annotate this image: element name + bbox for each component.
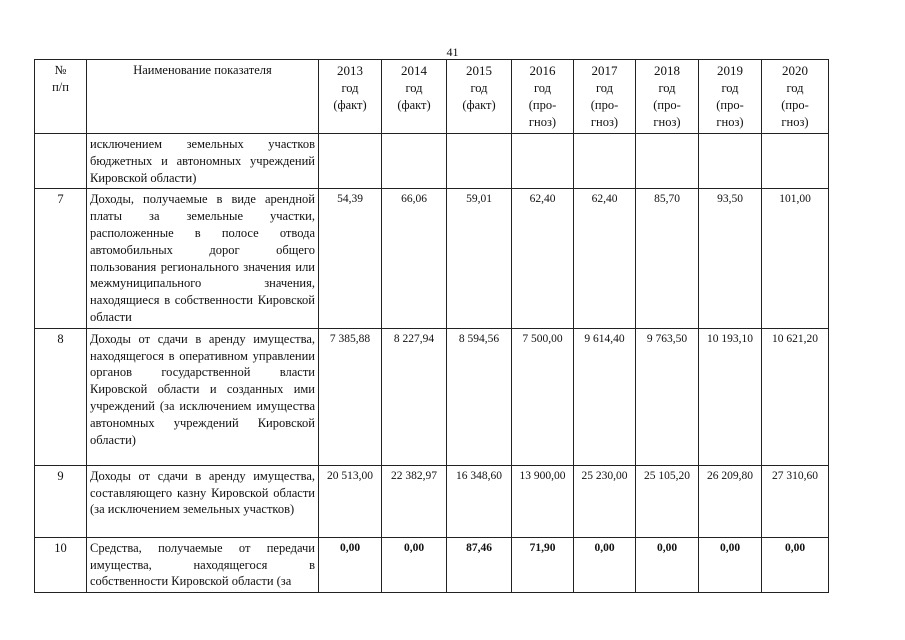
row-name: исключением земельных участков бюджетных и автономных учреждений Кировской области) xyxy=(87,134,319,189)
table-header-row xyxy=(35,60,829,134)
row-value: 0,00 xyxy=(319,537,382,592)
row-value: 7 385,88 xyxy=(319,328,382,465)
row-value: 0,00 xyxy=(762,537,829,592)
row-value xyxy=(512,134,574,189)
row-value: 8 227,94 xyxy=(382,328,447,465)
header-year-2018 xyxy=(636,60,699,134)
row-value xyxy=(762,134,829,189)
row-value: 13 900,00 xyxy=(512,465,574,537)
row-num: 10 xyxy=(35,537,87,592)
header-year-label: 2020 xyxy=(782,63,808,78)
row-value: 27 310,60 xyxy=(762,465,829,537)
row-name: Средства, получаемые от передачи имущества, находящегося в собственности Кировской области (за xyxy=(87,537,319,592)
row-value: 66,06 xyxy=(382,189,447,328)
row-value xyxy=(382,134,447,189)
header-year-label: 2014 xyxy=(401,63,427,78)
row-value: 71,90 xyxy=(512,537,574,592)
header-year-sub: год (про- гноз) xyxy=(716,81,744,129)
row-value: 0,00 xyxy=(574,537,636,592)
row-value xyxy=(699,134,762,189)
header-year-2017 xyxy=(574,60,636,134)
row-value: 9 614,40 xyxy=(574,328,636,465)
revenue-table xyxy=(34,59,829,593)
table-row xyxy=(35,134,829,189)
row-num: 8 xyxy=(35,328,87,465)
header-year-label: 2015 xyxy=(466,63,492,78)
row-value: 16 348,60 xyxy=(447,465,512,537)
row-name: Доходы от сдачи в аренду имущества, составляющего казну Кировской области (за исключением земельных участков) xyxy=(87,465,319,537)
header-year-sub: год (про- гноз) xyxy=(781,81,809,129)
table-row xyxy=(35,189,829,328)
header-year-2015 xyxy=(447,60,512,134)
row-value: 85,70 xyxy=(636,189,699,328)
row-value: 62,40 xyxy=(574,189,636,328)
header-year-2020 xyxy=(762,60,829,134)
page-number: 41 xyxy=(446,45,459,59)
header-name: Наименование показателя xyxy=(87,60,319,134)
row-value: 101,00 xyxy=(762,189,829,328)
row-num: 9 xyxy=(35,465,87,537)
header-year-2014 xyxy=(382,60,447,134)
row-value: 25 105,20 xyxy=(636,465,699,537)
row-value: 9 763,50 xyxy=(636,328,699,465)
header-year-label: 2018 xyxy=(654,63,680,78)
row-value: 0,00 xyxy=(382,537,447,592)
row-value: 8 594,56 xyxy=(447,328,512,465)
table-row xyxy=(35,465,829,537)
row-value xyxy=(319,134,382,189)
header-year-label: 2017 xyxy=(591,63,618,78)
row-value: 54,39 xyxy=(319,189,382,328)
header-year-sub: год (факт) xyxy=(333,81,367,112)
header-year-sub: год (про- гноз) xyxy=(590,81,619,129)
row-value: 0,00 xyxy=(699,537,762,592)
header-year-label: 2016 xyxy=(529,63,556,78)
row-value: 22 382,97 xyxy=(382,465,447,537)
row-value: 62,40 xyxy=(512,189,574,328)
row-value: 20 513,00 xyxy=(319,465,382,537)
row-value: 59,01 xyxy=(447,189,512,328)
row-value: 87,46 xyxy=(447,537,512,592)
row-value xyxy=(636,134,699,189)
row-value: 7 500,00 xyxy=(512,328,574,465)
header-year-sub: год (про- гноз) xyxy=(528,81,557,129)
header-year-sub: год (факт) xyxy=(462,81,496,112)
header-num: № п/п xyxy=(35,60,87,134)
row-value: 25 230,00 xyxy=(574,465,636,537)
header-year-sub: год (про- гноз) xyxy=(653,81,681,129)
row-value xyxy=(574,134,636,189)
row-name: Доходы, получаемые в виде арендной платы за земельные участки, расположенные в полосе отвода автомобильных дорог общего пользования регионального значения или межмуниципального значения, находящиеся в собственности Кировской области xyxy=(87,189,319,328)
row-num xyxy=(35,134,87,189)
row-value: 93,50 xyxy=(699,189,762,328)
header-year-2016 xyxy=(512,60,574,134)
row-value: 10 193,10 xyxy=(699,328,762,465)
row-num: 7 xyxy=(35,189,87,328)
header-year-sub: год (факт) xyxy=(397,81,431,112)
header-year-label: 2013 xyxy=(337,63,363,78)
table-row xyxy=(35,537,829,592)
header-year-2019 xyxy=(699,60,762,134)
row-value: 10 621,20 xyxy=(762,328,829,465)
table-row xyxy=(35,328,829,465)
row-value: 0,00 xyxy=(636,537,699,592)
header-year-2013 xyxy=(319,60,382,134)
header-year-label: 2019 xyxy=(717,63,743,78)
row-value: 26 209,80 xyxy=(699,465,762,537)
row-name: Доходы от сдачи в аренду имущества, находящегося в оперативном управлении органов государственной власти Кировской области и созданных ими учреждений (за исключением имущества автономных учреждений Кировской области) xyxy=(87,328,319,465)
row-value xyxy=(447,134,512,189)
